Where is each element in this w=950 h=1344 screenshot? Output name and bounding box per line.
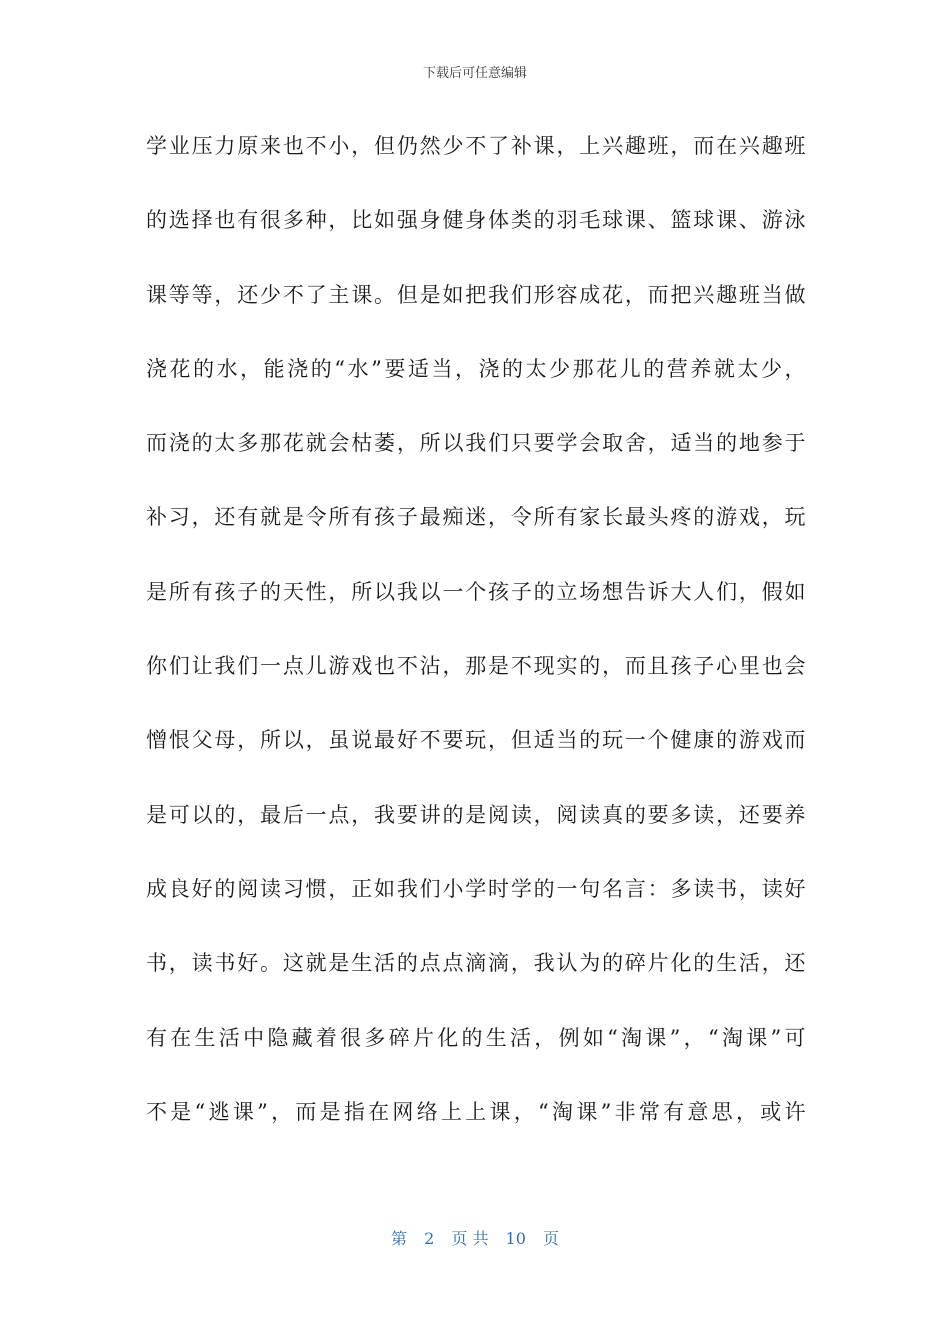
text-line: 是所有孩子的天性，所以我以一个孩子的立场想告诉大人们，假如 xyxy=(146,579,806,604)
text-line: 成良好的阅读习惯，正如我们小学时学的一句名言：多读书，读好 xyxy=(146,876,806,901)
body-text xyxy=(146,128,806,1168)
text-line: 浇花的水，能浇的“水”要适当，浇的太少那花儿的营养就太少， xyxy=(146,356,806,381)
text-line: 书，读书好。这就是生活的点点滴滴，我认为的碎片化的生活，还 xyxy=(146,951,806,976)
page-number: 2 xyxy=(424,1229,435,1248)
text-line: 课等等，还少不了主课。但是如把我们形容成花，而把兴趣班当做 xyxy=(146,282,806,307)
text-line: 有在生活中隐藏着很多碎片化的生活，例如“淘课”，“淘课”可 xyxy=(146,1025,806,1050)
text-line: 不是“逃课”，而是指在网络上上课，“淘课”非常有意思，或许 xyxy=(146,1099,806,1124)
page-label-suffix: 页 xyxy=(543,1229,560,1248)
text-line: 学业压力原来也不小，但仍然少不了补课，上兴趣班，而在兴趣班 xyxy=(146,134,806,158)
page-label-prefix: 第 xyxy=(390,1229,407,1248)
text-line: 是可以的，最后一点，我要讲的是阅读，阅读真的要多读，还要养 xyxy=(146,802,806,827)
total-pages: 10 xyxy=(505,1229,526,1248)
page-label-middle: 页 共 xyxy=(451,1229,489,1248)
text-line: 而浇的太多那花就会枯萎，所以我们只要学会取舍，适当的地参于 xyxy=(146,431,806,456)
page-header: 下载后可任意编辑 xyxy=(422,66,527,81)
text-line: 补习，还有就是令所有孩子最痴迷，令所有家长最头疼的游戏，玩 xyxy=(146,505,806,530)
text-line: 你们让我们一点儿游戏也不沾，那是不现实的，而且孩子心里也会 xyxy=(146,654,806,679)
text-line: 憎恨父母，所以，虽说最好不要玩，但适当的玩一个健康的游戏而 xyxy=(146,728,806,753)
page-footer xyxy=(0,1229,950,1249)
text-line: 的选择也有很多种，比如强身健身体类的羽毛球课、篮球课、游泳 xyxy=(146,208,806,233)
